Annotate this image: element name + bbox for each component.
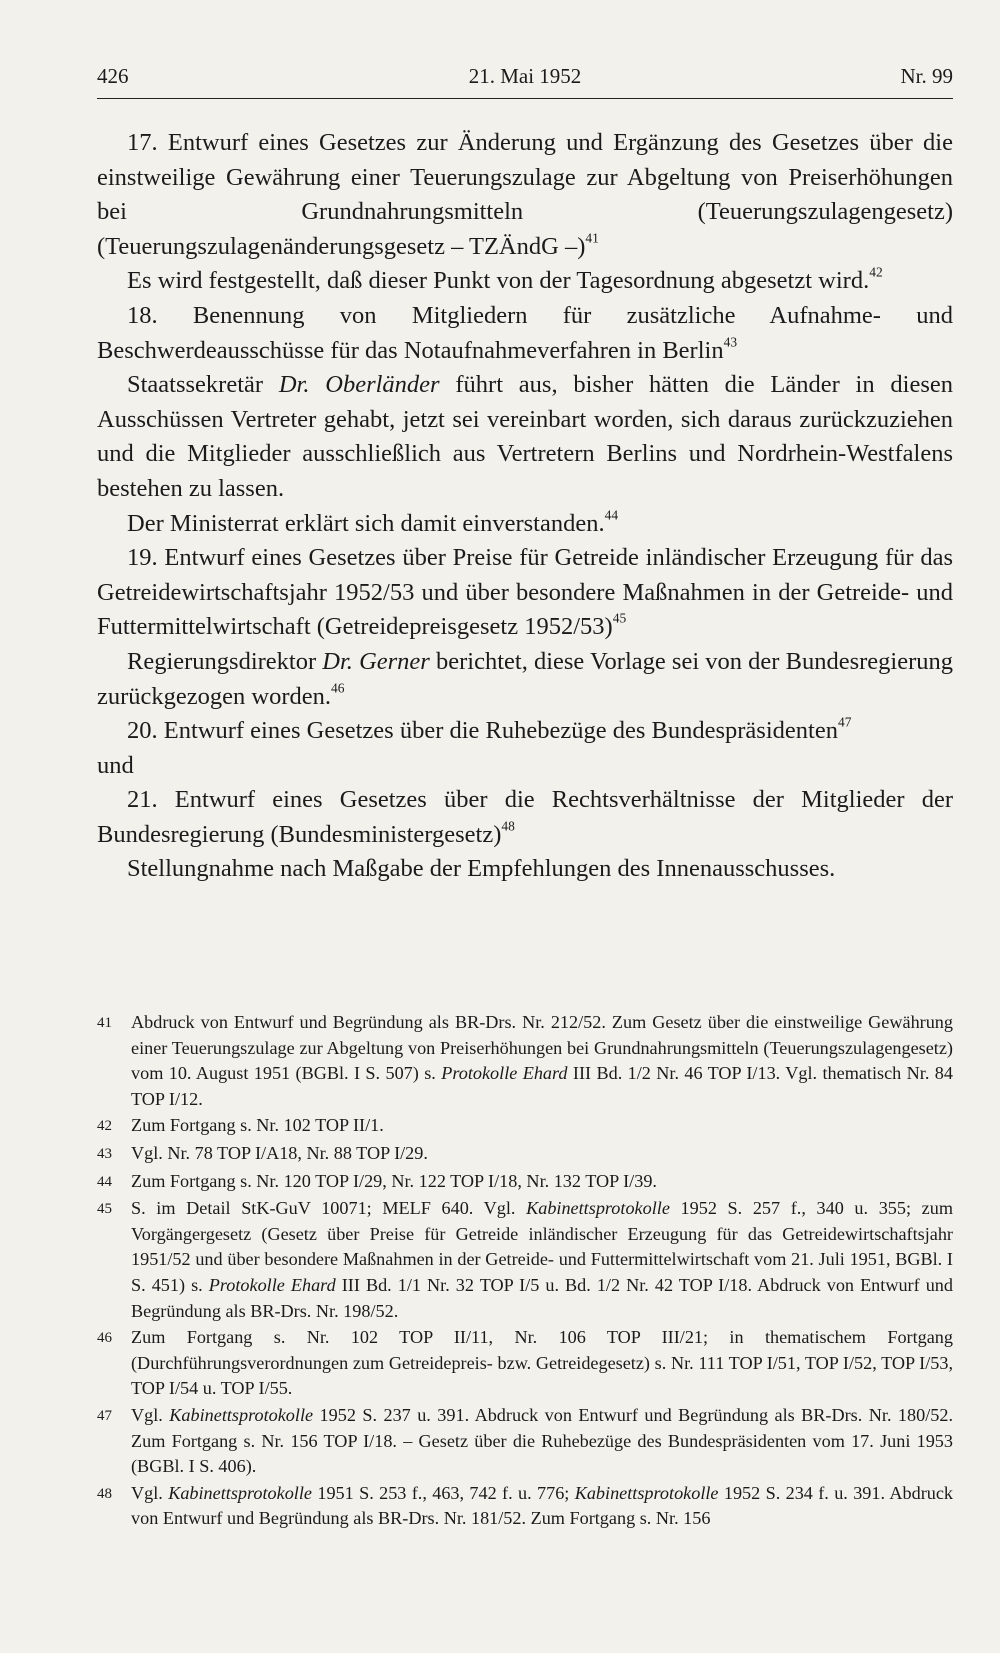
footnote-number: 45 xyxy=(97,1201,112,1218)
speaker-name: Dr. Gerner xyxy=(322,647,430,675)
footnote-ref-42[interactable]: 42 xyxy=(869,264,883,280)
footnote-number: 43 xyxy=(97,1145,112,1162)
footnote: 47 Vgl. Kabinettsprotokolle 1952 S. 237 u. 391. Abdruck von Entwurf und Begründung als BR-Drs. Nr. 180/52. Zum Fortgang s. Nr. 156 TOP I/18. – Gesetz über die Ruhebezüge des Bundespräsidenten vom 17. Juni 1953 (BGBl. I S. 406). xyxy=(97,1403,953,1480)
footnotes xyxy=(97,1010,953,1533)
agenda-item-18-decision: Der Ministerrat erklärt sich damit einverstanden.$^{44}$ xyxy=(127,507,619,537)
footnote: 46 Zum Fortgang s. Nr. 102 TOP II/11, Nr. 106 TOP III/21; in thematischem Fortgang (Durchführungsverordnungen zum Getreidepreis- bzw. Getreidegesetz) s. Nr. 111 TOP I/51, TOP I/52, TOP I/53, TOP I/54 u. TOP I/55. xyxy=(97,1325,953,1402)
agenda-item-21: 21. Entwurf eines Gesetzes über die Rechtsverhältnisse der Mitglieder der Bundesregierung (Bundesministergesetz)$^{48}$ xyxy=(97,786,953,848)
footnote: 48 Vgl. Kabinettsprotokolle 1951 S. 253 f., 463, 742 f. u. 776; Kabinettsprotokolle 1952 S. 234 f. u. 391. Abdruck von Entwurf und Begründung als BR-Drs. Nr. 181/52. Zum Fortgang s. Nr. 156 xyxy=(97,1481,953,1532)
footnote: 42 Zum Fortgang s. Nr. 102 TOP II/1. xyxy=(97,1113,953,1140)
footnote-number: 47 xyxy=(97,1407,112,1424)
footnote-number: 42 xyxy=(97,1118,112,1135)
footnote-number: 41 xyxy=(97,1015,112,1031)
header-rule xyxy=(97,98,953,99)
agenda-item-18-report: Staatssekretär Dr. Oberländer führt aus, bisher hätten die Länder in diesen Ausschüssen Vertreter gehabt, jetzt sei vereinbart worden, sich daraus zurückzuziehen und die Mitglieder ausschließlich aus Vertretern Berlins und Nordrhein-Westfalens bestehen zu lassen. xyxy=(97,371,953,502)
agenda-item-21-decision: Stellungnahme nach Maßgabe der Empfehlungen des Innenausschusses. xyxy=(127,855,836,883)
footnote-ref-48[interactable]: 48 xyxy=(501,818,515,834)
footnote-ref-46[interactable]: 46 xyxy=(331,680,345,696)
footnote-ref-43[interactable]: 43 xyxy=(723,334,738,350)
agenda-item-20: 20. Entwurf eines Gesetzes über die Ruhebezüge des Bundespräsidenten$^{47}$ und xyxy=(97,714,852,779)
footnote-number: 44 xyxy=(97,1173,112,1190)
footnote-ref-44[interactable]: 44 xyxy=(604,507,619,523)
footnote: 45 S. im Detail StK-GuV 10071; MELF 640. Vgl. Kabinettsprotokolle 1952 S. 257 f., 340 u. 355; zum Vorgängergesetz (Gesetz über Preise für Getreide inländischer Erzeugung für das Getreidewirtschaftsjahr 1951/52 und über besondere Maßnahmen in der Getreide- und Futtermittelwirtschaft vom 21. Juli 1951, BGBl. I S. 451) s. Protokolle Ehard III Bd. 1/1 Nr. 32 TOP I/5 u. Bd. 1/2 Nr. 42 TOP I/18. Abdruck von Entwurf und Begründung als BR-Drs. Nr. 198/52. xyxy=(97,1196,953,1324)
main-text xyxy=(97,126,953,887)
header-issue-number: Nr. 99 xyxy=(900,64,953,88)
footnote: 43 Vgl. Nr. 78 TOP I/A18, Nr. 88 TOP I/29. xyxy=(97,1141,953,1168)
agenda-item-19: 19. Entwurf eines Gesetzes über Preise für Getreide inländischer Erzeugung für das Getreidewirtschaftsjahr 1952/53 und über besondere Maßnahmen in der Getreide- und Futtermittelwirtschaft (Getreidepreisgesetz 1952/53)$^{45}$ xyxy=(97,544,953,641)
agenda-item-17: 17. Entwurf eines Gesetzes zur Änderung und Ergänzung des Gesetzes über die einstweilige Gewährung einer Teuerungszulage zur Abgeltung von Preiserhöhungen bei Grundnahrungsmitteln (Teuerungszulagengesetz) (Teuerungszulagenänderungsgesetz – TZÄndG –)$^{41}$ xyxy=(97,129,953,260)
footnote-number: 48 xyxy=(97,1485,112,1502)
footnote: 44 Zum Fortgang s. Nr. 120 TOP I/29, Nr. 122 TOP I/18, Nr. 132 TOP I/39. xyxy=(97,1169,953,1196)
footnote-ref-45[interactable]: 45 xyxy=(612,610,627,626)
agenda-item-17-decision: Es wird festgestellt, daß dieser Punkt von der Tagesordnung abgesetzt wird.$^{42}$ xyxy=(127,264,883,295)
agenda-item-19-report: Regierungsdirektor Dr. Gerner berichtet, diese Vorlage sei von der Bundesregierung zurückgezogen worden.$^{46}$ xyxy=(97,647,953,710)
speaker-name: Dr. Oberländer xyxy=(278,371,440,399)
page-number: 426 xyxy=(97,64,129,88)
header-date: 21. Mai 1952 xyxy=(468,64,582,88)
running-header xyxy=(97,60,953,96)
footnote: 41 Abdruck von Entwurf und Begründung als BR-Drs. Nr. 212/52. Zum Gesetz über die einstweilige Gewährung einer Teuerungszulage zur Abgeltung von Preiserhöhungen bei Grundnahrungsmitteln (Teuerungszulagengesetz) vom 10. August 1951 (BGBl. I S. 507) s. Protokolle Ehard III Bd. 1/2 Nr. 46 TOP I/13. Vgl. thematisch Nr. 84 TOP I/12. xyxy=(97,1010,953,1112)
footnote-ref-47[interactable]: 47 xyxy=(837,714,852,730)
footnote-ref-41[interactable]: 41 xyxy=(585,230,599,246)
footnote-number: 46 xyxy=(97,1330,112,1347)
agenda-item-18: 18. Benennung von Mitgliedern für zusätzliche Aufnahme- und Beschwerdeausschüsse für das Notaufnahmeverfahren in Berlin$^{43}$ xyxy=(97,301,953,364)
